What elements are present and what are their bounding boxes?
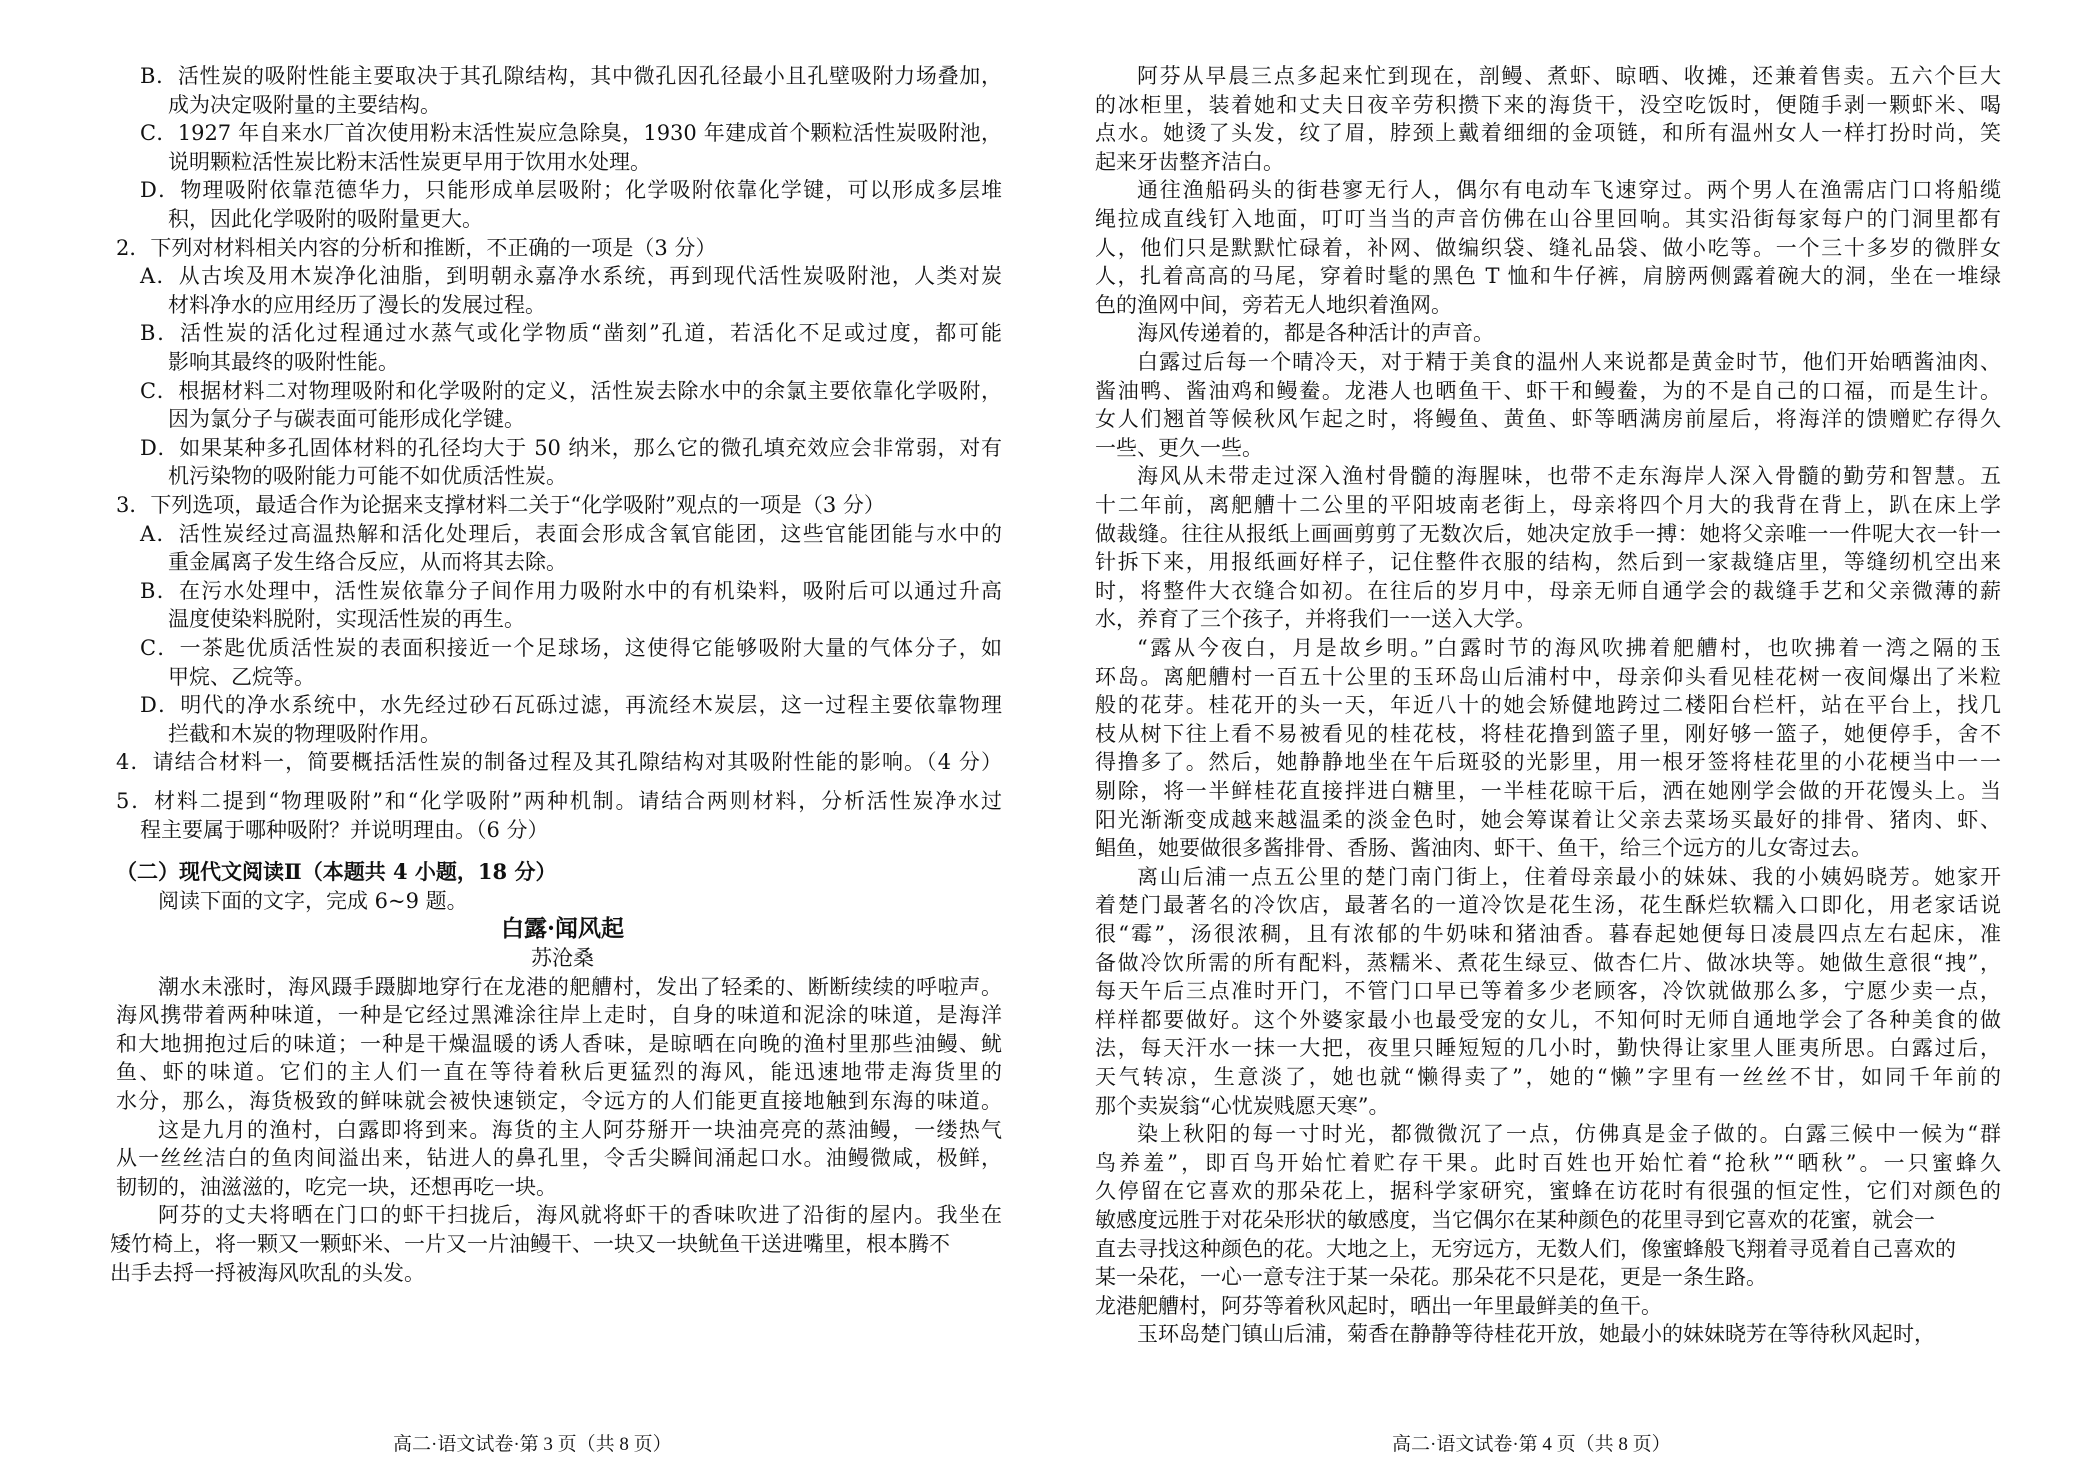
- text-line: 成为决定吸附量的主要结构。: [168, 92, 441, 117]
- text-line: 说明颗粒活性炭比粉末活性炭更早用于饮用水处理。: [168, 149, 651, 174]
- text-line: 玉环岛楚门镇山后浦，菊香在静静等待桂花开放，她最小的妹妹晓芳在等待秋风起时，: [1137, 1322, 1935, 1347]
- text-line: 久停留在它喜欢的那朵花上，据科学家研究，蜜蜂在访花时有很强的恒定性，它们对颜色的: [1095, 1179, 2001, 1204]
- text-line: 和大地拥抱过后的味道；一种是干燥温暖的诱人香味，是晾晒在向晚的渔村里那些油鳗、鱿: [116, 1031, 1002, 1056]
- text-line: 材料净水的应用经历了漫长的发展过程。: [168, 292, 546, 317]
- text-line: 阳光渐渐变成越来越温柔的淡金色时，她会筹谋着让父亲去菜场买最好的排骨、猪肉、虾、: [1095, 807, 2001, 832]
- text-line: 阿芬的丈夫将晒在门口的虾干扫拢后，海风就将虾干的香味吹进了沿街的屋内。我坐在: [158, 1203, 1002, 1228]
- text-line: 备做冷饮所需的所有配料，蒸糯米、煮花生绿豆、做杏仁片、做冰块等。她做生意很“拽”，: [1095, 950, 2001, 975]
- text-line: 天气转凉，生意淡了，她也就“懒得卖了”，她的“懒”字里有一丝丝不甘，如同千年前的: [1095, 1065, 2001, 1089]
- text-line: 一些、更久一些。: [1095, 435, 1263, 460]
- text-line: 十二年前，离舥艚十二公里的平阳坡南老街上，母亲将四个月大的我背在背上，趴在床上学: [1095, 493, 2001, 517]
- text-line: 女人们翘首等候秋风乍起之时，将鳗鱼、黄鱼、虾等晒满房前屋后，将海洋的馈赠贮存得久: [1095, 407, 2001, 432]
- text-line: 起来牙齿整齐洁白。: [1095, 149, 1284, 174]
- text-line: 环岛。离舥艚村一百五十公里的玉环岛山后浦村中，母亲仰头看见桂花树一夜间爆出了米粒: [1095, 664, 2001, 689]
- text-line: 这是九月的渔村，白露即将到来。海货的主人阿芬掰开一块油亮亮的蒸油鳗，一缕热气: [158, 1117, 1002, 1142]
- text-line: 人，扎着高高的马尾，穿着时髦的黑色 T 恤和牛仔裤，肩膀两侧露着碗大的洞，坐在一堆绿: [1095, 264, 2001, 289]
- text-line: B．在污水处理中，活性炭依靠分子间作用力吸附水中的有机染料，吸附后可以通过升高: [140, 578, 1002, 603]
- text-line: 出手去捋一捋被海风吹乱的头发。: [110, 1260, 425, 1285]
- text-line: A．活性炭经过高温热解和活化处理后，表面会形成含氧官能团，这些官能团能与水中的: [140, 521, 1002, 546]
- text-line: 海风传递着的，都是各种活计的声音。: [1137, 321, 1494, 346]
- section-heading: （二）现代文阅读Ⅱ（本题共 4 小题，18 分）: [116, 859, 557, 885]
- text-line: 样样都要做好。这个外婆家最小也最受宠的女儿，不知何时无师自通地学会了各种美食的做: [1095, 1007, 2001, 1032]
- text-line: 影响其最终的吸附性能。: [168, 350, 399, 374]
- text-line: 水，养育了三个孩子，并将我们一一送入大学。: [1095, 607, 1536, 632]
- question-2-stem: 2．下列对材料相关内容的分析和推断，不正确的一项是（3 分）: [116, 235, 717, 260]
- text-line: B．活性炭的活化过程通过水蒸气或化学物质“凿刻”孔道，若活化不足或过度，都可能: [140, 321, 1002, 346]
- text-line: 染上秋阳的每一寸时光，都微微沉了一点，仿佛真是金子做的。白露三候中一候为“群: [1137, 1122, 2001, 1147]
- text-line: 甲烷、乙烷等。: [168, 664, 315, 689]
- text-line: C．根据材料二对物理吸附和化学吸附的定义，活性炭去除水中的余氯主要依靠化学吸附，: [140, 378, 1002, 403]
- text-line: 敏感度远胜于对花朵形状的敏感度，当它偶尔在某种颜色的花里寻到它喜欢的花蜜，就会一: [1095, 1208, 1935, 1232]
- text-line: 时，将整件大衣缝合如初。在往后的岁月中，母亲无师自通学会的裁缝手艺和父亲微薄的薪: [1095, 578, 2001, 603]
- text-line: 阿芬从早晨三点多起来忙到现在，剖鳗、煮虾、晾晒、收摊，还兼着售卖。五六个巨大: [1137, 64, 2001, 88]
- text-line: 着楚门最著名的冷饮店，最著名的一道冷饮是花生汤，花生酥烂软糯入口即化，用老家话说: [1095, 893, 2001, 918]
- text-line: 韧韧的，油滋滋的，吃完一块，还想再吃一块。: [116, 1174, 557, 1199]
- left-page-footer: 高二·语文试卷·第 3 页（共 8 页）: [393, 1434, 672, 1455]
- text-line: 那个卖炭翁“心忧炭贱愿天寒”。: [1095, 1093, 1390, 1118]
- text-line: 因为氯分子与碳表面可能形成化学键。: [168, 407, 525, 432]
- text-line: 积，因此化学吸附的吸附量更大。: [168, 207, 483, 231]
- text-line: C．一茶匙优质活性炭的表面积接近一个足球场，这使得它能够吸附大量的气体分子，如: [140, 636, 1002, 660]
- text-line: C．1927 年自来水厂首次使用粉末活性炭应急除臭，1930 年建成首个颗粒活性炭吸附池，: [140, 121, 1002, 146]
- question-5-stem: 5．材料二提到“物理吸附”和“化学吸附”两种机制。请结合两则材料，分析活性炭净水过: [116, 789, 1002, 813]
- text-line: “露从今夜白，月是故乡明。”白露时节的海风吹拂着舥艚村，也吹拂着一湾之隔的玉: [1137, 636, 2001, 660]
- text-line: 针拆下来，用报纸画好样子，记住整件衣服的结构，然后到一家裁缝店里，等缝纫机空出来: [1095, 550, 2001, 575]
- text-line: D．如果某种多孔固体材料的孔径均大于 50 纳米，那么它的微孔填充效应会非常弱，对有: [140, 435, 1002, 460]
- text-line: 海风携带着两种味道，一种是它经过黑滩涂往岸上走时，自身的味道和泥涂的味道，是海洋: [116, 1003, 1002, 1028]
- right-page-footer: 高二·语文试卷·第 4 页（共 8 页）: [1392, 1434, 1671, 1455]
- question-4-stem: 4．请结合材料一，简要概括活性炭的制备过程及其孔隙结构对其吸附性能的影响。（4 分）: [116, 750, 1002, 775]
- text-line: 每天午后三点准时开门，不管门口早已等着多少老顾客，冷饮就做那么多，宁愿少卖一点，: [1095, 979, 2001, 1004]
- text-line: 枝从树下往上看不易被看见的桂花枝，将桂花撸到篮子里，刚好够一篮子，她便停手，舍不: [1095, 721, 2001, 746]
- instructions: 阅读下面的文字，完成 6~9 题。: [158, 888, 468, 913]
- text-line: A．从古埃及用木炭净化油脂，到明朝永嘉净水系统，再到现代活性炭吸附池，人类对炭: [140, 264, 1002, 289]
- text-line: 色的渔网中间，旁若无人地织着渔网。: [1095, 292, 1452, 317]
- text-line: 机污染物的吸附能力可能不如优质活性炭。: [168, 464, 567, 489]
- text-line: 做裁缝。往往从报纸上画画剪剪了无数次后，她决定放手一搏：她将父亲唯一一件呢大衣一针一: [1095, 521, 2001, 546]
- text-line: 海风从未带走过深入渔村骨髓的海腥味，也带不走东海岸人深入骨髓的勤劳和智慧。五: [1137, 464, 2001, 489]
- text-line: 绳拉成直线钉入地面，叮叮当当的声音仿佛在山谷里回响。其实沿街每家每户的门洞里都有: [1095, 207, 2001, 231]
- text-line: 龙港舥艚村，阿芬等着秋风起时，晒出一年里最鲜美的鱼干。: [1095, 1293, 1662, 1318]
- text-line: 得撸多了。然后，她静静地坐在午后斑驳的光影里，用一根牙签将桂花里的小花梗当中一一: [1095, 750, 2001, 775]
- text-line: 点水。她烫了头发，纹了眉，脖颈上戴着细细的金项链，和所有温州女人一样打扮时尚，笑: [1095, 121, 2001, 146]
- question-3-stem: 3．下列选项，最适合作为论据来支撑材料二关于“化学吸附”观点的一项是（3 分）: [116, 493, 885, 517]
- text-line: 重金属离子发生络合反应，从而将其去除。: [168, 550, 567, 575]
- text-line: B．活性炭的吸附性能主要取决于其孔隙结构，其中微孔因孔径最小且孔壁吸附力场叠加，: [140, 64, 1002, 88]
- text-line: 直去寻找这种颜色的花。大地之上，无穷远方，无数人们，像蜜蜂般飞翔着寻觅着自己喜欢的: [1095, 1236, 1956, 1261]
- text-line: 的冰柜里，装着她和丈夫日夜辛劳积攒下来的海货干，没空吃饭时，便随手剥一颗虾米、喝: [1095, 92, 2001, 117]
- text-line: 法，每天汗水一抹一大把，夜里只睡短短的几小时，勤快得让家里人匪夷所思。白露过后，: [1095, 1036, 2001, 1061]
- text-line: D．物理吸附依靠范德华力，只能形成单层吸附；化学吸附依靠化学键，可以形成多层堆: [140, 178, 1002, 203]
- text-line: 温度使染料脱附，实现活性炭的再生。: [168, 607, 525, 632]
- text-line: 通往渔船码头的街巷寥无行人，偶尔有电动车飞速穿过。两个男人在渔需店门口将船缆: [1137, 178, 2001, 203]
- text-line: 从一丝丝洁白的鱼肉间溢出来，钻进人的鼻孔里，令舌尖瞬间涌起口水。油鳗微咸，极鲜，: [116, 1146, 1002, 1171]
- text-line: 某一朵花，一心一意专注于某一朵花。那朵花不只是花，更是一条生路。: [1095, 1265, 1767, 1290]
- text-line: 鲳鱼，她要做很多酱排骨、香肠、酱油肉、虾干、鱼干，给三个远方的儿女寄过去。: [1095, 836, 1872, 861]
- text-line: 拦截和木炭的物理吸附作用。: [168, 721, 441, 746]
- text-line: 人，他们只是默默忙碌着，补网、做编织袋、缝礼品袋、做小吃等。一个三十多岁的微胖女: [1095, 235, 2001, 260]
- text-line: 程主要属于哪种吸附？并说明理由。（6 分）: [140, 817, 549, 842]
- text-line: 酱油鸭、酱油鸡和鳗鲞。龙港人也晒鱼干、虾干和鳗鲞，为的不是自己的口福，而是生计。: [1095, 378, 2001, 403]
- text-line: 水分，那么，海货极致的鲜味就会被快速锁定，令远方的人们能更直接地触到东海的味道。: [116, 1089, 1002, 1113]
- text-line: 矮竹椅上，将一颗又一颗虾米、一片又一片油鳗干、一块又一块鱿鱼干送进嘴里，根本腾不: [110, 1232, 950, 1256]
- text-line: 白露过后每一个晴冷天，对于精于美食的温州人来说都是黄金时节，他们开始晒酱油肉、: [1137, 350, 2001, 374]
- article-author: 苏沧桑: [531, 946, 594, 970]
- article-title: 白露·闻风起: [500, 915, 624, 943]
- text-line: 很“霉”，汤很浓稠，且有浓郁的牛奶味和猪油香。暮春起她便每日凌晨四点左右起床，准: [1095, 922, 2001, 946]
- text-line: 离山后浦一点五公里的楚门南门街上，住着母亲最小的妹妹、我的小姨妈晓芳。她家开: [1137, 864, 2001, 889]
- text-line: 剔除，将一半鲜桂花直接拌进白糖里，一半桂花晾干后，洒在她刚学会做的开花馒头上。当: [1095, 779, 2001, 803]
- text-line: D．明代的净水系统中，水先经过砂石瓦砾过滤，再流经木炭层，这一过程主要依靠物理: [140, 693, 1002, 718]
- text-line: 般的花芽。桂花开的头一天，年近八十的她会矫健地跨过二楼阳台栏杆，站在平台上，找几: [1095, 693, 2001, 718]
- text-line: 潮水未涨时，海风蹑手蹑脚地穿行在龙港的舥艚村，发出了轻柔的、断断续续的呼啦声。: [158, 974, 1002, 999]
- text-line: 鸟养羞”，即百鸟开始忙着贮存干果。此时百姓也开始忙着“抢秋”“晒秋”。一只蜜蜂久: [1095, 1150, 2001, 1175]
- text-line: 鱼、虾的味道。它们的主人们一直在等待着秋后更猛烈的海风，能迅速地带走海货里的: [116, 1060, 1002, 1085]
